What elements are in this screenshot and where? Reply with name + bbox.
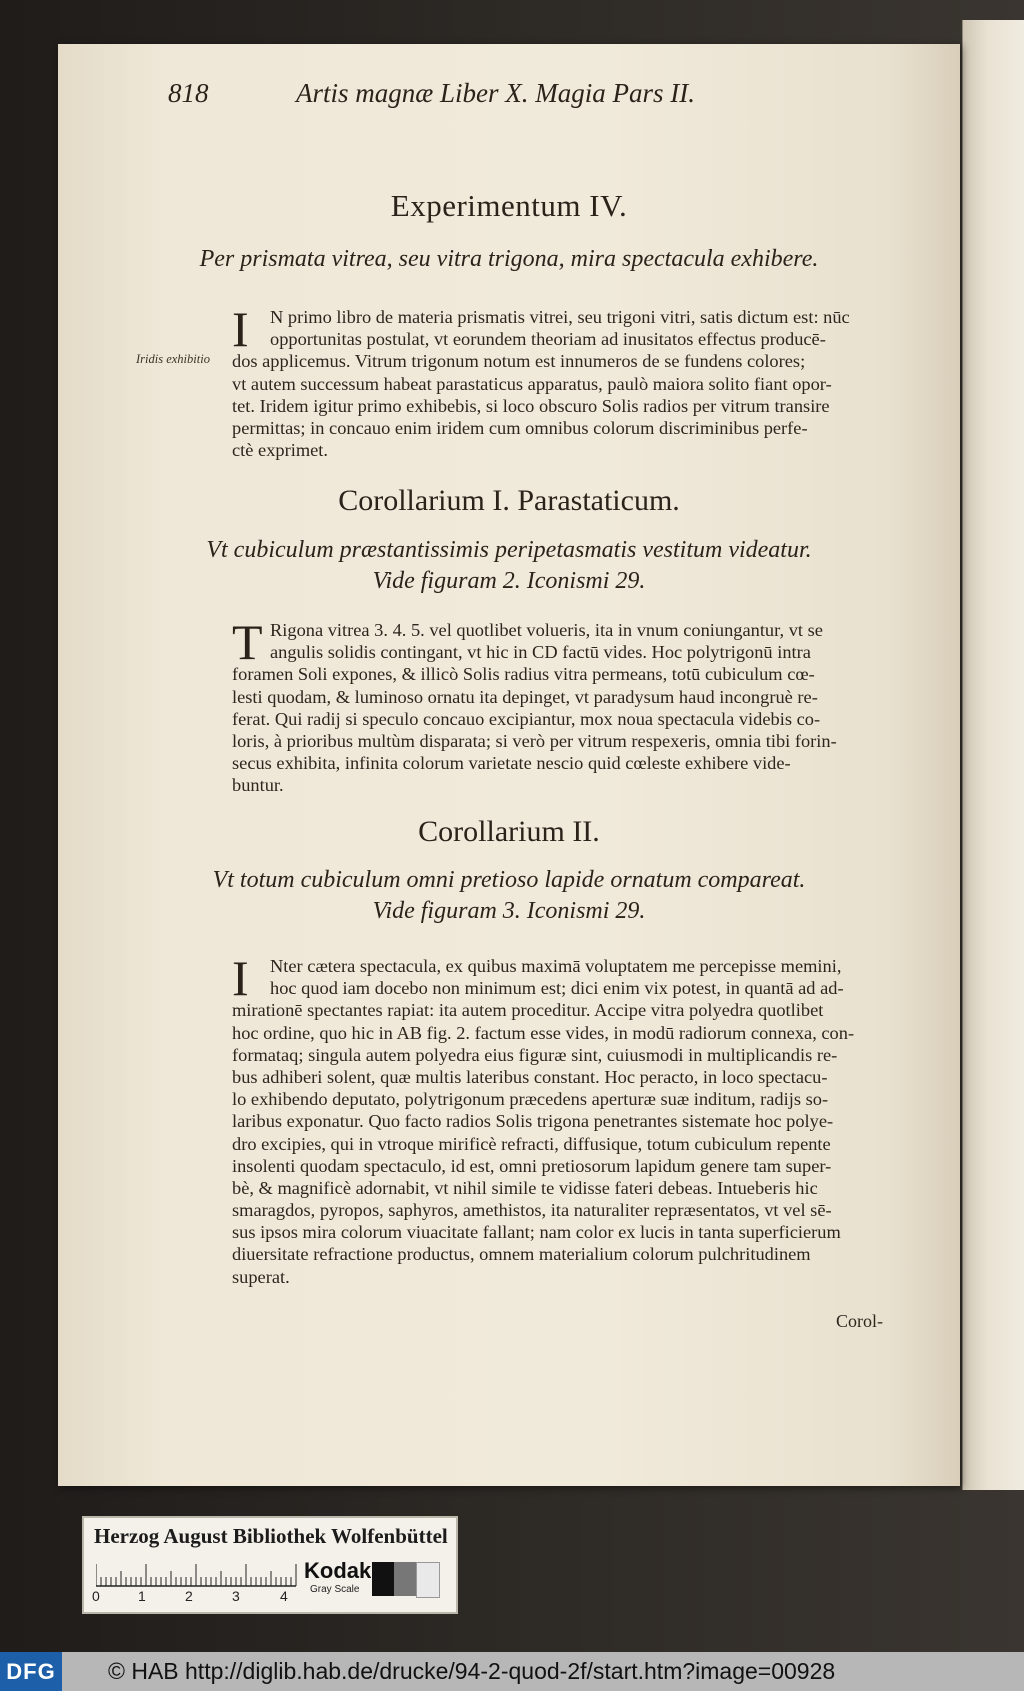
text-line: bus adhiberi solent, quæ multis lateribus constant. Hoc peracto, in loco spectacu- (232, 1066, 828, 1087)
text-line: formataq; singula autem polyedra eius figuræ sint, cuiusmodi in multiplicandis re- (232, 1044, 838, 1065)
text-line: dos applicemus. Vitrum trigonum notum est innumeros de se fundens colores; (232, 351, 806, 372)
corollary-2-subtitle: Vt totum cubiculum omni pretioso lapide ornatum compareat. (212, 867, 806, 893)
text-line: lesti quodam, & luminoso ornatu ita depinget, vt paradysum haud incongruè re- (232, 686, 818, 707)
text-line: sus ipsos mira colorum viuacitate fallant; nam color ex lucis in tanta superficierum (232, 1222, 841, 1243)
text-line: angulis solidis contingant, vt hic in CD factū vides. Hoc polytrigonū intra (270, 642, 811, 663)
corollary-1-figure-ref: Vide figuram 2. Iconismi 29. (372, 568, 646, 594)
gray-scale-caption: Gray Scale (310, 1584, 360, 1595)
text-line: opportunitas postulat, vt eorundem theoriam ad inusitatos effectus producē- (270, 329, 826, 350)
gray-patch-black (372, 1562, 394, 1596)
text-line: secus exhibita, infinita colorum varietate nescio quid cœleste exhibere vide- (232, 753, 791, 774)
text-line: hoc ordine, quo hic in AB fig. 2. factum esse vides, in modū radiorum connexa, con- (232, 1022, 855, 1043)
experiment-heading: Experimentum IV. (390, 188, 628, 223)
text-line: ctè exprimet. (232, 440, 328, 461)
ruler-number: 0 (92, 1588, 100, 1604)
corollary-1-paragraph (232, 614, 904, 797)
ruler-number: 1 (138, 1588, 146, 1604)
text-line: superat. (232, 1266, 290, 1287)
ruler-number: 4 (280, 1588, 288, 1604)
footer-bar (0, 1652, 1024, 1691)
text-line: buntur. (232, 775, 284, 796)
kodak-logo: Kodak (304, 1558, 372, 1583)
text-line: smaragdos, pyropos, saphyros, amethistos, ita naturaliter repræsentatos, vt vel sē- (232, 1200, 832, 1221)
ruler-number: 2 (185, 1588, 193, 1604)
drop-cap: I (232, 301, 249, 357)
experiment-paragraph (232, 301, 904, 461)
adjacent-page-edge (962, 20, 1024, 1490)
corollary-2-paragraph (232, 950, 904, 1288)
corollary-2-heading: Corollarium II. (418, 815, 600, 848)
drop-cap: T (232, 614, 263, 670)
text-line: diuersitate refractione productus, omnem materialium colorum pulchritudinem (232, 1244, 811, 1265)
page-number: 818 (168, 78, 209, 108)
text-line: bè, & magnificè adornabit, vt nihil simile te vidisse fateri debeas. Intueberis hic (232, 1177, 818, 1198)
text-line: dro excipies, qui in vtroque mirificè refracti, diffusique, totum cubiculum repente (232, 1133, 831, 1154)
copyright-link[interactable]: © HAB http://diglib.hab.de/drucke/94-2-quod-2f/start.htm?image=00928 (108, 1658, 836, 1684)
library-scale-label (82, 1516, 458, 1614)
text-line: loris, à prioribus multùm disparata; si verò per vitrum respexeris, omnia tibi forin- (232, 730, 837, 751)
text-line: vt autem successum habeat parastaticus apparatus, paulò maiora solito fiant opor- (232, 373, 832, 394)
corollary-1-heading: Corollarium I. Parastaticum. (338, 484, 680, 517)
ruler-number: 3 (232, 1588, 240, 1604)
text-line: hoc quod iam docebo non minimum est; dici enim vix potest, in quantā ad ad- (270, 978, 844, 999)
text-line: Rigona vitrea 3. 4. 5. vel quotlibet volueris, ita in vnum coniungantur, vt se (270, 620, 823, 640)
corollary-2-figure-ref: Vide figuram 3. Iconismi 29. (372, 898, 646, 924)
margin-note: Iridis exhibitio (136, 352, 210, 366)
text-line: ferat. Qui radij si speculo concauo excipiantur, mox noua spectacula videbis co- (232, 708, 821, 729)
catchword: Corol- (836, 1311, 883, 1331)
text-line: Nter cætera spectacula, ex quibus maximā voluptatem me percepisse memini, (270, 956, 842, 976)
experiment-subtitle: Per prismata vitrea, seu vitra trigona, mira spectacula exhibere. (199, 246, 819, 272)
text-line: lo exhibendo deputato, polytrigonum præcedens aperturæ suæ inditum, radijs so- (232, 1089, 829, 1110)
text-line: insolenti quodam spectaculo, id est, omni pretiosorum lapidum genere tam super- (232, 1155, 832, 1176)
text-line: laribus exponatur. Quo facto radios Solis trigona penetrantes sistemate hoc polye- (232, 1111, 834, 1132)
gray-patch-mid (394, 1562, 416, 1596)
drop-cap: I (232, 950, 249, 1006)
running-title: Artis magnæ Liber X. Magia Pars II. (296, 78, 696, 108)
gray-patch-white (416, 1562, 440, 1598)
library-name: Herzog August Bibliothek Wolfenbüttel (94, 1524, 448, 1548)
dfg-logo: DFG (0, 1652, 62, 1691)
text-line: tet. Iridem igitur primo exhibebis, si loco obscuro Solis radios per vitrum transire (232, 395, 830, 416)
text-line: N primo libro de materia prismatis vitrei, seu trigoni vitri, satis dictum est: nūc (270, 307, 850, 327)
corollary-1-subtitle: Vt cubiculum præstantissimis peripetasmatis vestitum videatur. (206, 537, 812, 563)
text-line: foramen Soli expones, & illicò Solis radius vitra permeans, totū cubiculum cœ- (232, 664, 815, 685)
text-line: permittas; in concauo enim iridem cum omnibus colorum discriminibus perfe- (232, 417, 808, 438)
text-line: mirationē spectantes rapiat: ita autem proceditur. Accipe vitra polyedra quotlibet (232, 1000, 824, 1021)
